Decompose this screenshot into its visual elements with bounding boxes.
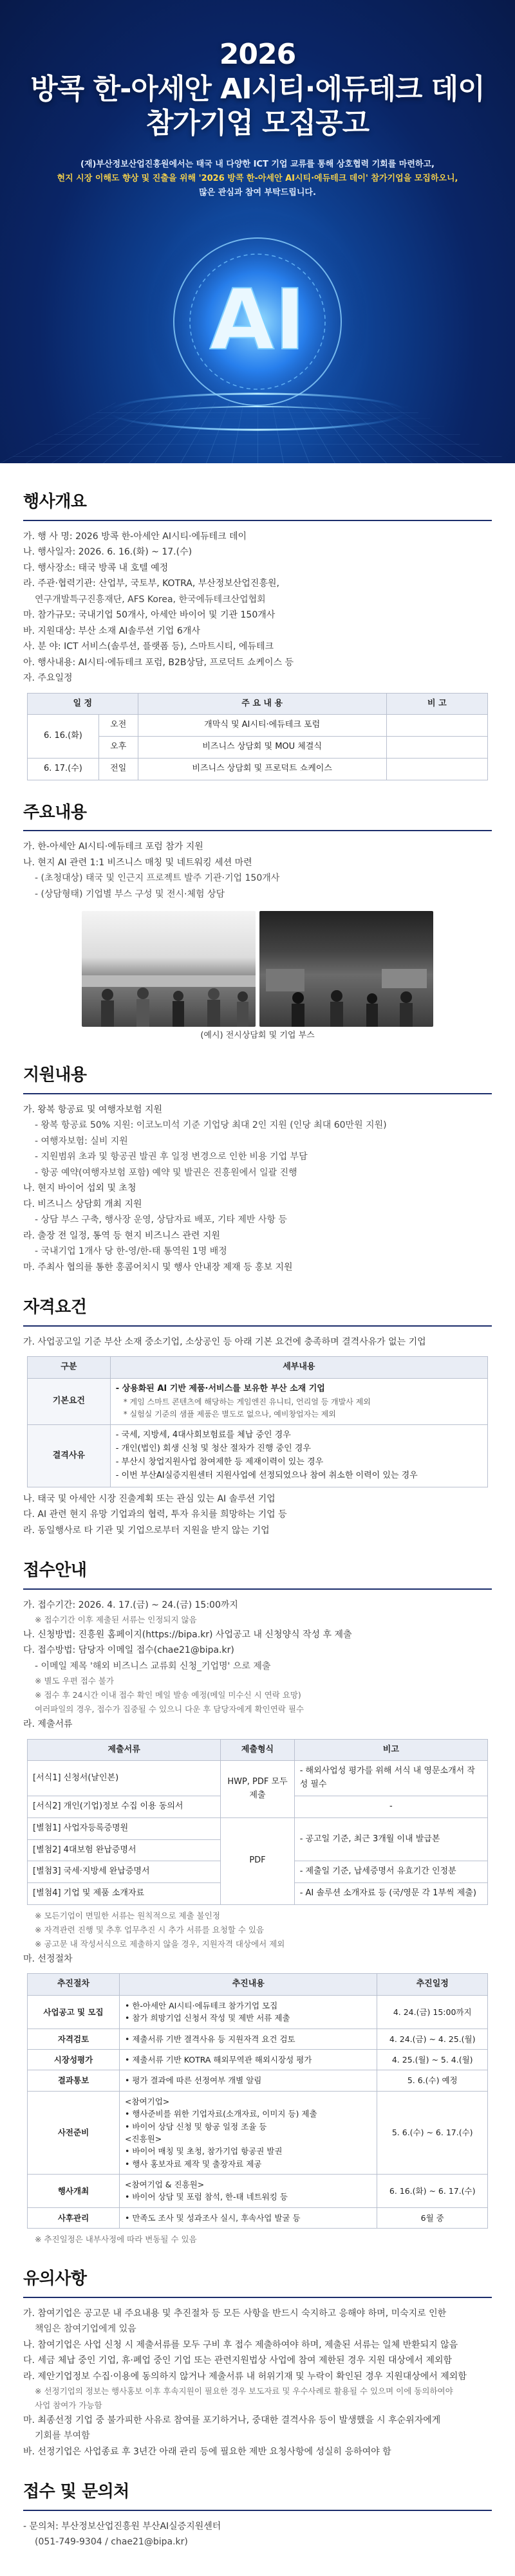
ai-globe-visual [90, 212, 425, 444]
eligibility-lead-list [23, 1334, 492, 1350]
schedule-date: 4. 24.(금) ~ 4. 25.(월) [377, 2029, 488, 2049]
table-header: 일 정 [28, 693, 138, 715]
table-header: 제출서류 [28, 1739, 221, 1761]
schedule-date: 6. 16.(화) ~ 6. 17.(수) [377, 2175, 488, 2208]
table-row [28, 715, 488, 737]
overview-list [23, 529, 492, 686]
application-item: 나. 신청방법: 진흥원 홈페이지(https://bipa.kr) 사업공고 내 신청양식 작성 후 제출 [23, 1629, 352, 1640]
support-item: 다. 비즈니스 상담회 개최 지원 [23, 1199, 142, 1210]
application-item: 라. 제출서류 [23, 1719, 73, 1730]
schedule-line: • 평가 결과에 따른 선정여부 개별 알림 [125, 2075, 262, 2086]
doc-note: - 공고일 기준, 최근 3개월 이내 발급본 [294, 1817, 487, 1861]
overview-item: 바. 지원대상: 부산 소재 AI솔루션 기업 6개사 [23, 625, 200, 636]
eligibility-basic-label: 기본요건 [28, 1379, 111, 1425]
table-header: 비 고 [386, 693, 487, 715]
doc-name: [서식2] 개인(기업)정보 수집 이용 동의서 [28, 1796, 221, 1818]
main-content-item: - (상담형태) 기업별 부스 구성 및 전시·체험 상담 [35, 888, 225, 899]
table-header: 제출형식 [221, 1739, 294, 1761]
schedule-content [120, 2175, 377, 2208]
overview-heading: 행사개요 [23, 489, 492, 521]
overview-item: 아. 행사내용: AI시티·에듀테크 포럼, B2B상담, 프로덕트 쇼케이스 등 [23, 657, 294, 668]
support-item: 나. 현지 바이어 섭외 및 초청 [23, 1183, 136, 1194]
schedule-line: • 제출서류 기반 KOTRA 해외무역관 해외시장성 평가 [125, 2055, 312, 2065]
schedule-line: • 행사준비를 위한 기업자료(소개자료, 이미지 등) 제출 [125, 2109, 317, 2119]
overview-item: 라. 주관·협력기관: 산업부, 국토부, KOTRA, 부산정보산업진흥원, [23, 578, 279, 589]
schedule-content [120, 2029, 377, 2049]
eligibility-disq-line: - 국세, 지방세, 4대사회보험료를 체납 중인 경우 [115, 1430, 291, 1440]
table-cell-content: 비즈니스 상담회 및 프로덕트 쇼케이스 [138, 758, 386, 780]
caution-item: 마. 최종선정 기업 중 불가피한 사유로 참여를 포기하거나, 중대한 결격사유 등이 발생했을 시 후순위자에게 [23, 2415, 441, 2425]
schedule-line: • 한-아세안 AI시티·에듀테크 참가기업 모집 [125, 2000, 278, 2010]
table-row [28, 1995, 488, 2029]
contact-list [23, 2519, 492, 2550]
caution-item: 바. 선정기업은 사업종료 후 3년간 아래 관리 등에 필요한 제반 요청사항에 성실히 응하여야 함 [23, 2446, 391, 2457]
doc-note: - 제출일 기준, 납세증명서 유효기간 인정분 [294, 1861, 487, 1883]
documents-notes [23, 1909, 492, 1967]
schedule-line: • 제출서류 기반 결격사유 등 지원자격 요건 검토 [125, 2034, 295, 2044]
caution-list [23, 2306, 492, 2460]
application-item: 다. 접수방법: 담당자 이메일 접수(chae21@bipa.kr) [23, 1645, 234, 1656]
table-header: 추진내용 [120, 1974, 377, 1996]
support-item: - 상담 부스 구축, 행사장 운영, 상담자료 배포, 기타 제반 사항 등 [35, 1215, 287, 1226]
eligibility-disq-label: 결격사유 [28, 1425, 111, 1487]
support-item: - 항공 예약(여행자보험 포함) 예약 및 발권은 진흥원에서 일괄 진행 [35, 1167, 297, 1178]
doc-name: [별첨1] 사업자등록증명원 [28, 1817, 221, 1839]
table-cell-time: 오전 [98, 715, 138, 737]
support-item: - 지원범위 초과 및 항공권 발권 후 일정 변경으로 인한 비용 기업 부담 [35, 1152, 308, 1163]
support-item: - 여행자보험: 실비 지원 [35, 1136, 128, 1146]
schedule-line: <참여기업 & 진흥원> [125, 2180, 205, 2190]
support-list [23, 1102, 492, 1276]
schedule-step: 사업공고 및 모집 [28, 1995, 120, 2029]
hero-title-sub: 참가기업 모집공고 [145, 107, 370, 140]
table-header: 세부내용 [110, 1357, 487, 1379]
schedule-line: <진흥원> [125, 2133, 162, 2144]
doc-note: - [294, 1796, 487, 1818]
section-application [23, 1558, 492, 2247]
table-cell-content: 비즈니스 상담회 및 MOU 체결식 [138, 737, 386, 759]
eligibility-list [23, 1491, 492, 1539]
application-item: ※ 접수 후 24시간 이내 접수 확인 메일 발송 예정(메일 미수신 시 연락 요망) [35, 1690, 301, 1700]
schedule-date: 4. 24.(금) 15:00까지 [377, 1995, 488, 2029]
schedule-line: • 바이어 상담 및 포럼 참석, 한-태 네트워킹 등 [125, 2192, 288, 2202]
contact-email-link[interactable]: (051-749-9304 / chae21@bipa.kr) [35, 2537, 188, 2548]
photo-caption: (예시) 전시상담회 및 기업 부스 [200, 1031, 315, 1041]
overview-item: 나. 행사일자: 2026. 6. 16.(화) ~ 17.(수) [23, 547, 192, 558]
schedule-step: 자격검토 [28, 2029, 120, 2049]
schedule-note: ※ 추진일정은 내부사정에 따라 변동될 수 있음 [35, 2234, 197, 2245]
support-item: 가. 왕복 항공료 및 여행자보험 지원 [23, 1104, 163, 1115]
overview-schedule-table [27, 693, 488, 780]
documents-note: ※ 모든기업이 면밀한 서류는 원칙적으로 제출 불인정 [35, 1910, 220, 1920]
table-row [28, 1425, 488, 1487]
support-item: 마. 주최사 협의를 통한 홍콤어치시 및 행사 안내장 제재 등 홍보 지원 [23, 1262, 293, 1273]
caution-item: 나. 참여기업은 사업 신청 시 제출서류를 모두 구비 후 접수 제출하여야 하며, 제출된 서류는 일체 반환되지 않음 [23, 2339, 458, 2350]
main-content-item: 나. 현지 AI 관련 1:1 비즈니스 매칭 및 네트워킹 세션 마련 [23, 857, 252, 868]
doc-name: [별첨3] 국세·지방세 완납증명서 [28, 1861, 221, 1883]
main-content-item: 가. 한-아세안 AI시티·에듀테크 포럼 참가 지원 [23, 842, 203, 852]
application-heading: 접수안내 [23, 1558, 492, 1590]
section-support [23, 1062, 492, 1275]
schedule-date: 5. 6.(수) 예정 [377, 2070, 488, 2091]
doc-name: [별첨4] 기업 및 제품 소개자료 [28, 1883, 221, 1905]
documents-note: ※ 공고문 내 작성서식으로 제출하지 않을 경우, 지원자격 대상에서 제외 [35, 1938, 285, 1949]
overview-item: 연구개발특구진흥재단, AFS Korea, 한국에듀테크산업협회 [35, 594, 266, 605]
booth-illustration [259, 969, 433, 1027]
overview-item: 사. 분 야: ICT 서비스(솔루션, 플랫폼 등), 스마트시티, 에듀테크 [23, 641, 274, 652]
caution-item: ※ 선정기업의 정보는 행사홍보 이후 후속지원이 필요한 경우 보도자료 및 우수사례로 활용될 수 있으며 이에 동의하여야 [35, 2386, 453, 2397]
table-cell-time: 오후 [98, 737, 138, 759]
caution-heading: 유의사항 [23, 2266, 492, 2298]
main-content-list [23, 839, 492, 902]
caution-item: 책임은 참여기업에게 있음 [35, 2324, 136, 2335]
hero-title [0, 0, 515, 141]
main-content-heading: 주요내용 [23, 800, 492, 832]
caution-item: 라. 제안기업정보 수집·이용에 동의하지 않거나 제출서류 내 허위기재 및 누락이 확인된 경우 지원대상에서 제외함 [23, 2371, 467, 2382]
eligibility-basic-cell [110, 1379, 487, 1425]
doc-note: - 해외사업성 평가를 위해 서식 내 영문소개서 작성 필수 [294, 1761, 487, 1796]
schedule-line: • 바이어 상담 신청 및 항공 일정 조율 등 [125, 2121, 267, 2131]
hero-title-year: 2026 [219, 38, 296, 71]
schedule-line: • 행사 홍보자료 제작 및 출장자료 제공 [125, 2158, 262, 2169]
section-overview [23, 489, 492, 780]
schedule-date: 4. 25.(월) ~ 5. 4.(월) [377, 2050, 488, 2070]
table-row [28, 2029, 488, 2049]
contact-heading: 접수 및 문의처 [23, 2479, 492, 2511]
booth-photo [259, 911, 433, 1027]
table-cell-content: 개막식 및 AI시티·에듀테크 포럼 [138, 715, 386, 737]
documents-table [27, 1739, 488, 1905]
hero-intro-line3: 많은 관심과 참여 부탁드립니다. [199, 188, 316, 198]
section-contact [23, 2479, 492, 2550]
ai-globe-graphic [90, 212, 425, 444]
schedule-step: 사후관리 [28, 2207, 120, 2228]
table-row [28, 2091, 488, 2174]
overview-item: 다. 행사장소: 태국 방콕 내 호텔 예정 [23, 562, 169, 573]
overview-item: 자. 주요일정 [23, 673, 73, 684]
table-row [28, 2207, 488, 2228]
schedule-lead: 마. 선정절차 [23, 1953, 73, 1964]
table-row [28, 2175, 488, 2208]
hero-banner [0, 0, 515, 463]
example-photos [23, 911, 492, 1027]
schedule-notes [23, 2232, 492, 2247]
table-header: 주 요 내 용 [138, 693, 386, 715]
eligibility-lead: 가. 사업공고일 기준 부산 소재 중소기업, 소상공인 등 아래 기본 요건에 충족하며 결격사유가 없는 기업 [23, 1336, 426, 1347]
application-item: - 이메일 제목 '해외 비즈니스 교류회 신청_기업명' 으로 제출 [35, 1661, 271, 1671]
table-cell-note [386, 758, 487, 780]
caution-item: 기회를 부여함 [35, 2431, 90, 2442]
application-item: ※ 별도 우편 접수 불가 [35, 1676, 114, 1686]
schedule-date: 6월 중 [377, 2207, 488, 2228]
hero-intro-line2: 현지 시장 이해도 향상 및 진출을 위해 '2026 방콕 한-아세안 AI시티·에듀테크 데이' 참가기업을 모집하오니, [57, 174, 458, 184]
table-cell-time: 전일 [98, 758, 138, 780]
table-row [28, 1761, 488, 1796]
schedule-content [120, 2207, 377, 2228]
overview-item: 가. 행 사 명: 2026 방콕 한-아세안 AI시티·에듀테크 데이 [23, 531, 247, 542]
caution-item: 사업 참여가 가능함 [35, 2400, 102, 2410]
table-row [28, 1817, 488, 1839]
table-row [28, 2050, 488, 2070]
schedule-step: 행사개최 [28, 2175, 120, 2208]
support-item: - 국내기업 1개사 당 한-영/한-태 통역원 1명 배정 [35, 1246, 227, 1257]
documents-note: ※ 자격관련 진행 및 추후 업무추진 시 추가 서류를 요청할 수 있음 [35, 1924, 265, 1935]
table-row [28, 758, 488, 780]
exhibition-photo [82, 911, 256, 1027]
crowd-illustration [82, 969, 256, 1027]
table-header: 추진절차 [28, 1974, 120, 1996]
schedule-content [120, 2070, 377, 2091]
application-item: ※ 접수기간 이후 제출된 서류는 인정되지 않음 [35, 1615, 197, 1625]
schedule-content [120, 2050, 377, 2070]
table-header: 구분 [28, 1357, 111, 1379]
support-item: - 왕복 항공료 50% 지원: 이코노미석 기준 기업당 최대 2인 지원 (인당 최대 60만원 지원) [35, 1120, 387, 1131]
hero-intro-line1: (재)부산정보산업진흥원에서는 태국 내 다양한 ICT 기업 교류를 통해 상호협력 기회를 마련하고, [80, 160, 435, 170]
eligibility-table [27, 1356, 488, 1487]
table-cell-date: 6. 17.(수) [28, 758, 99, 780]
schedule-line: <참여기업> [125, 2096, 170, 2106]
contact-item: - 문의처: 부산정보산업진흥원 부산AI실증지원센터 [23, 2521, 221, 2532]
hero-title-event: 방콕 한-아세안 AI시티·에듀테크 데이 [30, 72, 485, 106]
eligibility-disq-line: - 개인(법인) 회생 신청 및 청산 절차가 진행 중인 경우 [115, 1444, 311, 1454]
eligibility-item: 라. 동일행사로 타 기관 및 기업으로부터 지원을 받지 않는 기업 [23, 1525, 270, 1536]
schedule-line: • 바이어 매칭 및 초청, 참가기업 항공권 발권 [125, 2146, 283, 2157]
selection-schedule-table [27, 1973, 488, 2229]
section-caution [23, 2266, 492, 2460]
table-cell-note [386, 715, 487, 737]
table-cell-date: 6. 16.(화) [28, 715, 99, 759]
section-main-content [23, 800, 492, 1043]
hero-intro [0, 158, 515, 200]
application-item: 여러파일의 경우, 접수가 집중될 수 있으니 다운 후 담당자에게 확인연락 필수 [35, 1704, 304, 1715]
eligibility-disq-line: - 부산시 창업지원사업 참여제한 등 제재이력이 있는 경우 [115, 1457, 324, 1467]
doc-note: - AI 솔루션 소개자료 등 (국/영문 각 1부씩 제출) [294, 1883, 487, 1905]
caution-item: 다. 세금 체납 중인 기업, 휴·폐업 중인 기업 또는 관련지원법상 사업에 참여 제한된 경우 지원 대상에서 제외함 [23, 2355, 453, 2366]
schedule-content [120, 1995, 377, 2029]
table-cell-note [386, 737, 487, 759]
support-heading: 지원내용 [23, 1062, 492, 1094]
schedule-step: 사전준비 [28, 2091, 120, 2174]
table-row [28, 2070, 488, 2091]
eligibility-basic-line: - 상용화된 AI 기반 제품·서비스를 보유한 부산 소재 기업 [115, 1384, 325, 1394]
eligibility-basic-line: * 실험실 기준의 샘플 제품은 별도로 없으나, 예비창업자는 제외 [123, 1410, 336, 1419]
eligibility-item: 나. 태국 및 아세안 시장 진출계획 또는 관심 있는 AI 솔루션 기업 [23, 1493, 276, 1504]
application-item: 가. 접수기간: 2026. 4. 17.(금) ~ 24.(금) 15:00까지 [23, 1599, 238, 1610]
application-list [23, 1597, 492, 1733]
schedule-line: • 참가 희망기업 신청서 작성 및 제반 서류 제출 [125, 2013, 290, 2023]
doc-format: HWP, PDF 모두 제출 [221, 1761, 294, 1817]
schedule-step: 결과통보 [28, 2070, 120, 2091]
main-content-item: - (초청대상) 태국 및 인근지 프로젝트 발주 기관·기업 150개사 [35, 873, 280, 884]
schedule-content [120, 2091, 377, 2174]
eligibility-basic-line: * 게임 스마트 콘텐츠에 해당하는 게임엔진 유니티, 언리얼 등 개발사 제외 [123, 1397, 371, 1406]
schedule-line: • 만족도 조사 및 성과조사 실시, 후속사업 발굴 등 [125, 2213, 301, 2223]
table-header: 비고 [294, 1739, 487, 1761]
eligibility-disq-cell [110, 1425, 487, 1487]
schedule-date: 5. 6.(수) ~ 6. 17.(수) [377, 2091, 488, 2174]
table-row [28, 1379, 488, 1425]
eligibility-item: 다. AI 관련 현지 유망 기업과의 협력, 투자 유치를 희망하는 기업 등 [23, 1509, 287, 1520]
overview-item: 마. 참가규모: 국내기업 50개사, 아세안 바이어 및 기관 150개사 [23, 610, 276, 621]
eligibility-disq-line: - 이번 부산AI실증지원센터 지원사업에 선정되었으나 참여 취소한 이력이 있는 경우 [115, 1470, 418, 1480]
doc-name: [서식1] 신청서(날인본) [28, 1761, 221, 1796]
eligibility-heading: 자격요건 [23, 1294, 492, 1327]
support-item: 라. 출장 전 일정, 통역 등 현지 비즈니스 관련 지원 [23, 1230, 220, 1241]
caution-item: 가. 참여기업은 공고문 내 주요내용 및 추진절차 등 모든 사항을 반드시 숙지하고 응해야 하며, 미숙지로 인한 [23, 2308, 447, 2319]
section-eligibility [23, 1294, 492, 1538]
schedule-step: 시장성평가 [28, 2050, 120, 2070]
doc-name: [별첨2] 4대보험 완납증명서 [28, 1839, 221, 1861]
table-header: 추진일정 [377, 1974, 488, 1996]
announcement-body [0, 463, 515, 2576]
ai-globe-text: AI [209, 271, 306, 369]
doc-format: PDF [221, 1817, 294, 1904]
